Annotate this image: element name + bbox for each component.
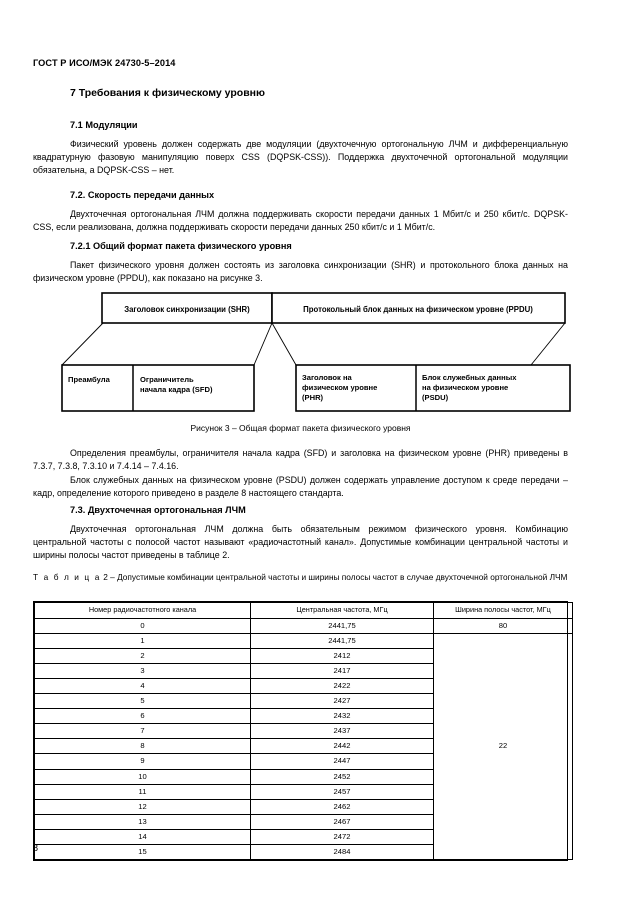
- figure-box-ppdu-label: Протокольный блок данных на физическом уровне (PPDU): [303, 305, 533, 314]
- figure-box-shr-label: Заголовок синхронизации (SHR): [124, 305, 250, 314]
- cell-frequency: 2472: [251, 829, 434, 844]
- frequency-table-body: [35, 618, 573, 860]
- cell-channel: 1: [35, 633, 251, 648]
- column-header-bandwidth: Ширина полосы частот, МГц: [434, 603, 573, 619]
- table-caption-prefix: Т а б л и ц а: [33, 572, 101, 582]
- cell-frequency: 2484: [251, 845, 434, 860]
- figure-box-phr-label: Заголовок на физическом уровне (PHR): [302, 373, 378, 402]
- cell-channel: 15: [35, 845, 251, 860]
- cell-bandwidth-merged: 22: [434, 633, 573, 859]
- paragraph-7-2-body: Двухточечная ортогональная ЛЧМ должна поддерживать скорости передачи данных 1 Мбит/с и 250 кбит/с. DQPSK-CSS, если реализована, должна поддерживать скорости передачи данных 250 кбит/с и 1 Мбит/с.: [33, 209, 568, 233]
- paragraph-7-1-body: Физический уровень должен содержать две модуляции (двухточечную ортогональную ЛЧМ и дифференциальную квадратурную фазовую манипуляцию поверх CSS (DQPSK-CSS)). Поддержка двухточечной ортогональной модуляции обязательна, а DQPSK-CSS – нет.: [33, 139, 568, 176]
- column-header-frequency: Центральная частота, МГц: [251, 603, 434, 619]
- cell-frequency: 2432: [251, 709, 434, 724]
- cell-frequency: 2441,75: [251, 618, 434, 633]
- table-caption-text: – Допустимые комбинации центральной частоты и ширины полосы частот в случае двухточечной ортогональной ЛЧМ: [107, 572, 568, 582]
- heading-section-7-2-1: 7.2.1 Общий формат пакета физического уровня: [70, 241, 292, 251]
- cell-frequency: 2447: [251, 754, 434, 769]
- cell-frequency: 2467: [251, 814, 434, 829]
- table-caption: [33, 571, 568, 583]
- table-header-row: [35, 603, 573, 619]
- running-head: ГОСТ Р ИСО/МЭК 24730-5–2014: [33, 58, 176, 68]
- paragraph-7-2-1-body: Пакет физического уровня должен состоять из заголовка синхронизации (SHR) и протокольного блока данных на физическом уровне (PPDU), как показано на рисунке 3.: [33, 260, 568, 284]
- paragraph-after-figure-1: Определения преамбулы, ограничителя начала кадра (SFD) и заголовка на физическом уровне (PHR) приведены в 7.3.7, 7.3.8, 7.3.10 и 7.4.14 – 7.4.16.: [33, 448, 568, 472]
- table-row: [35, 633, 573, 648]
- frequency-table: [34, 602, 573, 860]
- figure-box-preamble-label: Преамбула: [68, 375, 110, 384]
- cell-channel: 9: [35, 754, 251, 769]
- figure-connector-lines: [62, 323, 565, 365]
- heading-section-7-1: 7.1 Модуляции: [70, 120, 138, 130]
- cell-channel: 4: [35, 678, 251, 693]
- cell-channel: 13: [35, 814, 251, 829]
- frequency-table-wrapper: [33, 601, 568, 861]
- cell-channel: 10: [35, 769, 251, 784]
- figure-bottom-row: [62, 365, 570, 411]
- cell-channel: 14: [35, 829, 251, 844]
- figure-box-psdu-label: Блок служебных данных на физическом уровне (PSDU): [422, 373, 517, 402]
- cell-channel: 11: [35, 784, 251, 799]
- heading-section-7: 7 Требования к физическому уровню: [70, 87, 265, 99]
- heading-section-7-2: 7.2. Скорость передачи данных: [70, 190, 215, 200]
- heading-section-7-3: 7.3. Двухточечная ортогональная ЛЧМ: [70, 505, 246, 515]
- cell-frequency: 2442: [251, 739, 434, 754]
- cell-channel: 0: [35, 618, 251, 633]
- table-row: [35, 618, 573, 633]
- cell-frequency: 2437: [251, 724, 434, 739]
- column-header-channel: Номер радиочастотного канала: [35, 603, 251, 619]
- paragraph-after-figure-2: Блок служебных данных на физическом уровне (PSDU) должен содержать управление доступом к среде передачи – кадр, определение которого приведено в разделе 8 настоящего стандарта.: [33, 475, 568, 499]
- cell-channel: 12: [35, 799, 251, 814]
- cell-channel: 2: [35, 648, 251, 663]
- figure-packet-format-svg: [60, 291, 572, 415]
- cell-frequency: 2422: [251, 678, 434, 693]
- cell-channel: 7: [35, 724, 251, 739]
- cell-frequency: 2441,75: [251, 633, 434, 648]
- cell-frequency: 2417: [251, 663, 434, 678]
- paragraph-7-3-body: Двухточечная ортогональная ЛЧМ должна быть обязательным режимом физического уровня. Комбинацию центральной частоты с полосой частот называют «радиочастотный канал». Допустимые комбинации центральной частоты и ширины полосы частот приведены в таблице 2.: [33, 524, 568, 561]
- cell-channel: 6: [35, 709, 251, 724]
- cell-frequency: 2452: [251, 769, 434, 784]
- cell-channel: 5: [35, 694, 251, 709]
- cell-channel: 8: [35, 739, 251, 754]
- page-number: 8: [33, 843, 39, 853]
- cell-frequency: 2457: [251, 784, 434, 799]
- cell-bandwidth: 80: [434, 618, 573, 633]
- cell-frequency: 2462: [251, 799, 434, 814]
- figure-caption: Рисунок 3 – Общая формат пакета физического уровня: [190, 423, 411, 433]
- cell-frequency: 2412: [251, 648, 434, 663]
- frequency-table-head: [35, 603, 573, 619]
- table-caption-number: 2: [103, 572, 108, 582]
- figure-packet-format: [60, 291, 572, 415]
- figure-top-row: [102, 293, 565, 323]
- figure-box-sfd-label: Ограничитель начала кадра (SFD): [140, 375, 213, 394]
- cell-frequency: 2427: [251, 694, 434, 709]
- cell-channel: 3: [35, 663, 251, 678]
